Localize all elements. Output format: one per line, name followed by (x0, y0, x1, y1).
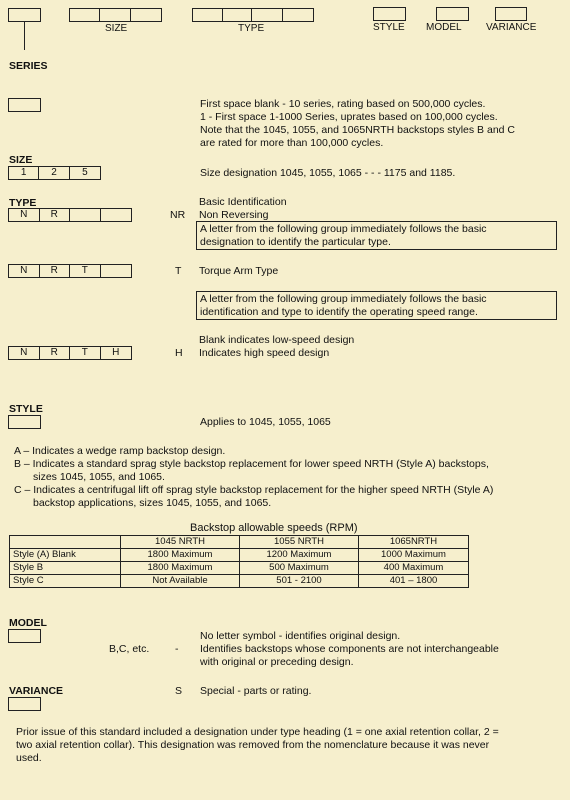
type-boxes-nrt: N R T (8, 264, 132, 278)
type-h-pre: Blank indicates low-speed design (199, 334, 355, 346)
type-note-1: A letter from the following group immediately follows the basic designation to identify the particular type. (196, 221, 557, 250)
size-boxes (8, 166, 101, 180)
type-heading: TYPE (9, 197, 37, 209)
series-connector-line (24, 22, 25, 50)
variance-code: S (175, 685, 183, 697)
type-code-h: H (175, 347, 183, 359)
type-boxes-nr: N R (8, 208, 132, 222)
header-model-label: MODEL (426, 22, 462, 33)
variance-desc: Special - parts or rating. (200, 685, 312, 697)
style-item-a: A – Indicates a wedge ramp backstop design. (14, 445, 226, 457)
style-box-top (373, 7, 406, 21)
variance-heading: VARIANCE (9, 685, 64, 697)
style-heading: STYLE (9, 403, 43, 415)
model-line1: No letter symbol - identifies original design. (200, 630, 401, 642)
size-cell: 1 (9, 167, 39, 179)
size-cell: 2 (39, 167, 69, 179)
style-item-c-cont: backstop applications, sizes 1045, 1055, and 1065. (33, 497, 272, 509)
type-code-t: T (175, 265, 182, 277)
series-desc-2: 1 - First space 1-1000 Series, uprates based on 100,000 cycles. (200, 111, 498, 123)
size-heading: SIZE (9, 154, 33, 166)
series-box (8, 98, 41, 112)
header-variance-label: VARIANCE (486, 22, 537, 33)
type-h-desc: Indicates high speed design (199, 347, 330, 359)
table-header-row: 1045 NRTH 1055 NRTH 1065NRTH (10, 536, 469, 549)
footer-line-1: Prior issue of this standard included a designation under type heading (1 = one axial retention collar, 2 = (16, 726, 499, 738)
variance-box-top (495, 7, 527, 21)
series-box-top (8, 8, 41, 22)
model-heading: MODEL (9, 617, 47, 629)
header-type-label: TYPE (238, 23, 265, 34)
size-desc: Size designation 1045, 1055, 1065 - - - 1175 and 1185. (200, 167, 456, 179)
header-size-label: SIZE (105, 23, 128, 34)
type-note-2: A letter from the following group immediately follows the basic identification and type to identify the operating speed range. (196, 291, 557, 320)
model-line2-b: with original or preceding design. (200, 656, 354, 668)
model-code: B,C, etc. (109, 643, 150, 655)
type-t-desc: Torque Arm Type (199, 265, 279, 277)
style-applies: Applies to 1045, 1055, 1065 (200, 416, 331, 428)
speeds-table (9, 535, 469, 588)
style-item-b: B – Indicates a standard sprag style backstop replacement for lower speed NRTH (Style A) backstops, (14, 458, 489, 470)
table-row: Style B 1800 Maximum 500 Maximum 400 Maximum (10, 562, 469, 575)
style-box (8, 415, 41, 429)
model-box-top (436, 7, 469, 21)
model-line2-a: Identifies backstops whose components are not interchangeable (200, 643, 499, 655)
series-desc-4: are rated for more than 100,000 cycles. (200, 137, 384, 149)
variance-box (8, 697, 41, 711)
type-boxes-top (192, 8, 314, 22)
footer-line-2: two axial retention collar). This designation was removed from the nomenclature because it was never (16, 739, 490, 751)
series-desc-3: Note that the 1045, 1055, and 1065NRTH backstops styles B and C (200, 124, 515, 136)
style-item-c: C – Indicates a centrifugal lift off sprag style backstop replacement for the higher speed NRTH (Style A) (14, 484, 494, 496)
size-boxes-top (69, 8, 162, 22)
style-item-b-cont: sizes 1045, 1055, and 1065. (33, 471, 165, 483)
series-heading: SERIES (9, 60, 48, 72)
type-basic-title: Basic Identification (199, 196, 287, 208)
table-row: Style (A) Blank 1800 Maximum 1200 Maximum 1000 Maximum (10, 549, 469, 562)
model-dash: - (175, 643, 179, 655)
type-boxes-nrth: N R T H (8, 346, 132, 360)
size-cell: 5 (82, 167, 88, 178)
series-desc-1: First space blank - 10 series, rating based on 500,000 cycles. (200, 98, 486, 110)
type-code-nr: NR (170, 209, 186, 221)
table-row: Style C Not Available 501 - 2100 401 – 1800 (10, 575, 469, 588)
model-box (8, 629, 41, 643)
speeds-title: Backstop allowable speeds (RPM) (190, 522, 358, 534)
type-nr-desc: Non Reversing (199, 209, 269, 221)
footer-line-3: used. (16, 752, 42, 764)
header-style-label: STYLE (373, 22, 405, 33)
